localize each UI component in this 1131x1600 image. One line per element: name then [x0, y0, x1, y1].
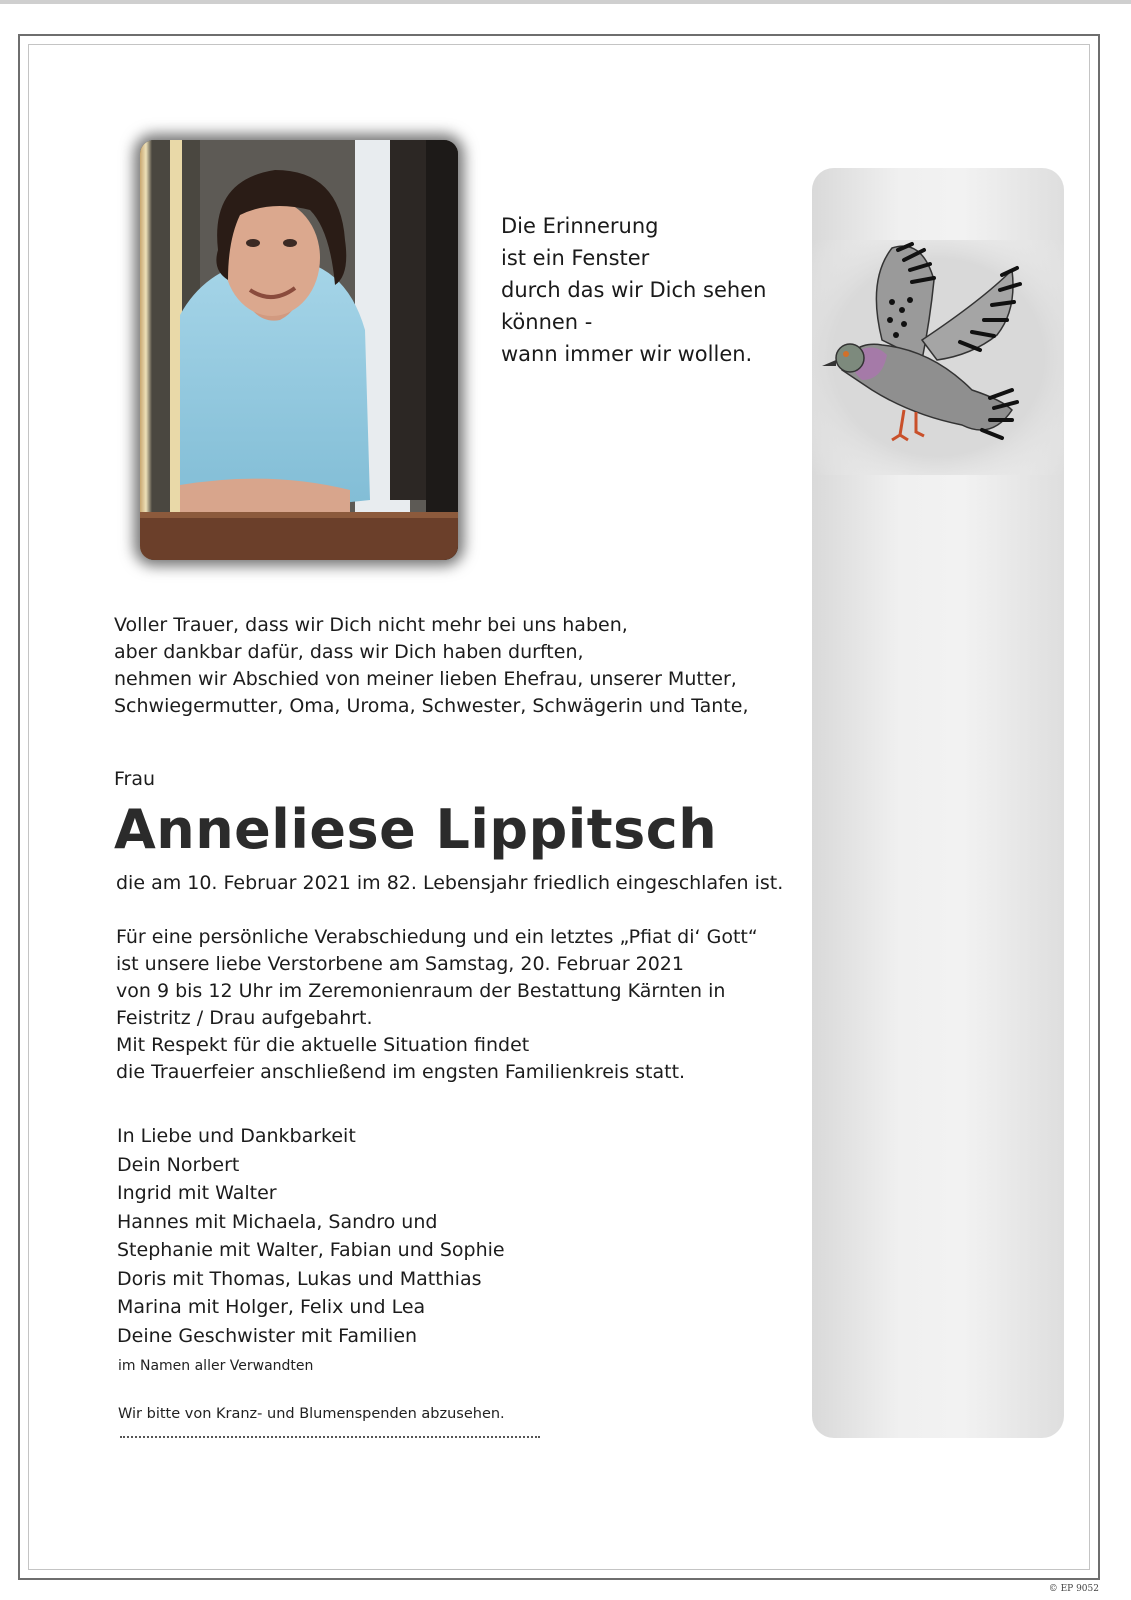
intro-text: [114, 612, 749, 720]
page-top-edge: [0, 0, 1131, 4]
farewell-line: Feistritz / Drau aufgebahrt.: [116, 1007, 373, 1029]
farewell-line: Für eine persönliche Verabschiedung und ein letztes „Pfiat di‘ Gott“: [116, 926, 758, 948]
mourners-list: [117, 1122, 505, 1350]
farewell-line: von 9 bis 12 Uhr im Zeremonienraum der Bestattung Kärnten in: [116, 980, 726, 1002]
print-code: © EP 9052: [1048, 1584, 1099, 1594]
farewell-line: die Trauerfeier anschließend im engsten Familienkreis statt.: [116, 1061, 686, 1083]
pigeon-icon: [812, 240, 1064, 475]
poem-line: können -: [501, 310, 593, 334]
mourner-line: Hannes mit Michaela, Sandro und: [117, 1210, 438, 1233]
pigeon-drawing: [812, 240, 1064, 475]
intro-line: Schwiegermutter, Oma, Uroma, Schwester, Schwägerin und Tante,: [114, 695, 749, 717]
mourner-line: In Liebe und Dankbarkeit: [117, 1125, 356, 1147]
farewell-details: [116, 924, 758, 1086]
mourner-line: Deine Geschwister mit Familien: [117, 1324, 418, 1347]
mourner-line: Doris mit Thomas, Lukas und Matthias: [117, 1267, 482, 1290]
memorial-poem: [501, 210, 801, 370]
farewell-line: ist unsere liebe Verstorbene am Samstag, 20. Februar 2021: [116, 953, 684, 975]
poem-line: ist ein Fenster: [501, 246, 650, 270]
salutation: Frau: [114, 768, 156, 790]
mourner-line: Stephanie mit Walter, Fabian und Sophie: [117, 1239, 505, 1261]
mourner-line: Dein Norbert: [117, 1153, 240, 1176]
intro-line: aber dankbar dafür, dass wir Dich haben durften,: [114, 641, 584, 663]
mourner-line: Marina mit Holger, Felix und Lea: [117, 1296, 426, 1318]
poem-line: durch das wir Dich sehen: [501, 278, 767, 302]
death-notice: die am 10. Februar 2021 im 82. Lebensjahr friedlich eingeschlafen ist.: [116, 872, 784, 894]
portrait-photo: [140, 140, 458, 560]
portrait-illustration: [140, 140, 458, 560]
relatives-note: im Namen aller Verwandten: [118, 1358, 314, 1374]
intro-line: nehmen wir Abschied von meiner lieben Ehefrau, unserer Mutter,: [114, 668, 737, 690]
flowers-note: Wir bitte von Kranz- und Blumenspenden abzusehen.: [118, 1406, 505, 1422]
intro-line: Voller Trauer, dass wir Dich nicht mehr bei uns haben,: [114, 614, 628, 636]
poem-line: Die Erinnerung: [501, 214, 659, 238]
dotted-divider: [120, 1436, 540, 1438]
farewell-line: Mit Respekt für die aktuelle Situation findet: [116, 1034, 530, 1056]
poem-line: wann immer wir wollen.: [501, 342, 753, 366]
deceased-name: Anneliese Lippitsch: [114, 798, 718, 861]
mourner-line: Ingrid mit Walter: [117, 1182, 277, 1204]
